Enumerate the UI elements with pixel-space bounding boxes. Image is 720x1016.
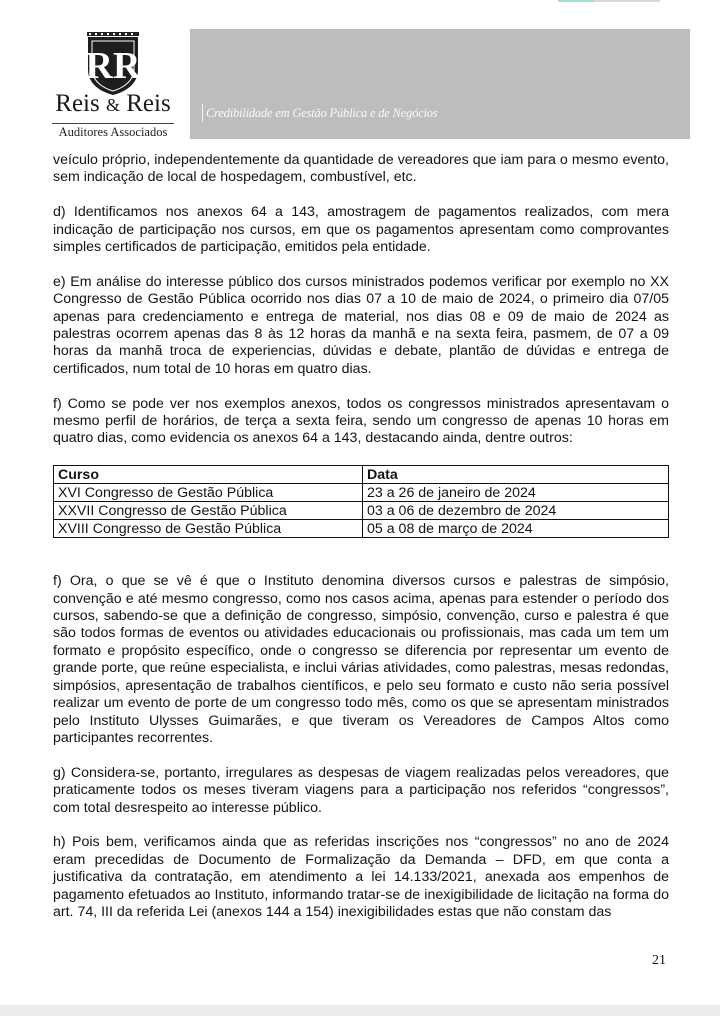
shield-monogram-icon [85,32,141,96]
table-header-row [54,466,669,484]
cell-date: 05 a 08 de março de 2024 [363,520,669,538]
table-row [54,520,669,538]
cell-date: 23 a 26 de janeiro de 2024 [363,484,669,502]
document-body [53,152,669,939]
column-header-curso: Curso [54,466,363,484]
cell-course: XVIII Congresso de Gestão Pública [54,520,363,538]
table-row [54,502,669,520]
paragraph-h: h) Pois bem, verificamos ainda que as referidas inscrições nos “congressos” no ano de 2024 eram precedidas de Documento de Formalização da Demanda – DFD, em que conta a justificativa da contratação, em atendimento a lei 14.133/2021, anexada aos empenhos de pagamento efetuados ao Instituto, informando tratar-se de inexigibilidade de licitação na forma do art. 74, III da referida Lei (anexos 144 a 154) inexigibilidades estas que não constam das [53,834,669,920]
company-logo [50,30,176,140]
logo-company-name: Reis & Reis [55,90,171,117]
top-edge-strip [558,0,660,2]
bottom-edge-band [0,1005,720,1016]
paragraph-g: g) Considera-se, portanto, irregulares as despesas de viagem realizadas pelos vereadores, que praticamente todos os meses tiveram viagens para a participação nos referidos “congressos”, com total desrespeito ao interesse público. [53,764,669,816]
logo-subtitle: Auditores Associados [58,125,168,139]
header-tagline: Credibilidade em Gestão Pública e de Negócios [202,104,437,122]
courses-table [53,465,669,538]
column-header-data: Data [363,466,669,484]
logo-divider [52,123,174,124]
paragraph-d: d) Identificamos nos anexos 64 a 143, amostragem de pagamentos realizados, com mera indicação de participação nos cursos, em que os pagamentos apresentam como comprovantes simples certificados de participação, emitidos pela entidade. [53,204,669,256]
table-row [54,484,669,502]
svg-text:RR: RR [85,45,141,87]
cell-date: 03 a 06 de dezembro de 2024 [363,502,669,520]
paragraph-continuation: veículo próprio, independentemente da quantidade de vereadores que iam para o mesmo evento, sem indicação de local de hospedagem, combustível, etc. [53,152,669,186]
cell-course: XXVII Congresso de Gestão Pública [54,502,363,520]
paragraph-f-2: f) Ora, o que se vê é que o Instituto denomina diversos cursos e palestras de simpósio, convenção e até mesmo congresso, como nos casos acima, apenas para estender o período dos cursos, sabendo-se que a definição de congresso, simpósio, convenção, curso e palestra é que são todos formas de eventos ou atividades educacionais ou profissionais, mas cada um tem um formato e propósito específico, onde o congresso se diferencia por representar um evento de grande porte, que reúne especialista, e inclui várias atividades, como palestras, mesas redondas, simpósios, apresentação de trabalhos científicos, e pelo seu formato e custo não seria possível realizar um evento de porte de um congresso todo mês, como os que se apresentam ministrados pelo Instituto Ulysses Guimarães, e que tiveram os Vereadores de Campos Altos como participantes recorrentes. [53,573,669,746]
paragraph-e: e) Em análise do interesse público dos cursos ministrados podemos verificar por exemplo no XX Congresso de Gestão Pública ocorrido nos dias 07 a 10 de maio de 2024, o primeiro dia 07/05 apenas para credenciamento e entrega de material, nos dias 08 e 09 de maio de 2024 as palestras ocorrem apenas das 8 às 12 horas da manhã e na sexta feira, pasmem, de 07 a 09 horas da manhã troca de experiencias, dúvidas e debate, plantão de dúvidas e entrega de certificados, num total de 10 horas em quatro dias. [53,273,669,377]
cell-course: XVI Congresso de Gestão Pública [54,484,363,502]
page-number: 21 [652,953,666,968]
paragraph-f: f) Como se pode ver nos exemplos anexos, todos os congressos ministrados apresentavam o mesmo perfil de horários, de terça a sexta feira, sendo um congresso de apenas 10 horas em quatro dias, como evidencia os anexos 64 a 143, destacando ainda, dentre outros: [53,395,669,447]
header-banner [190,29,690,139]
